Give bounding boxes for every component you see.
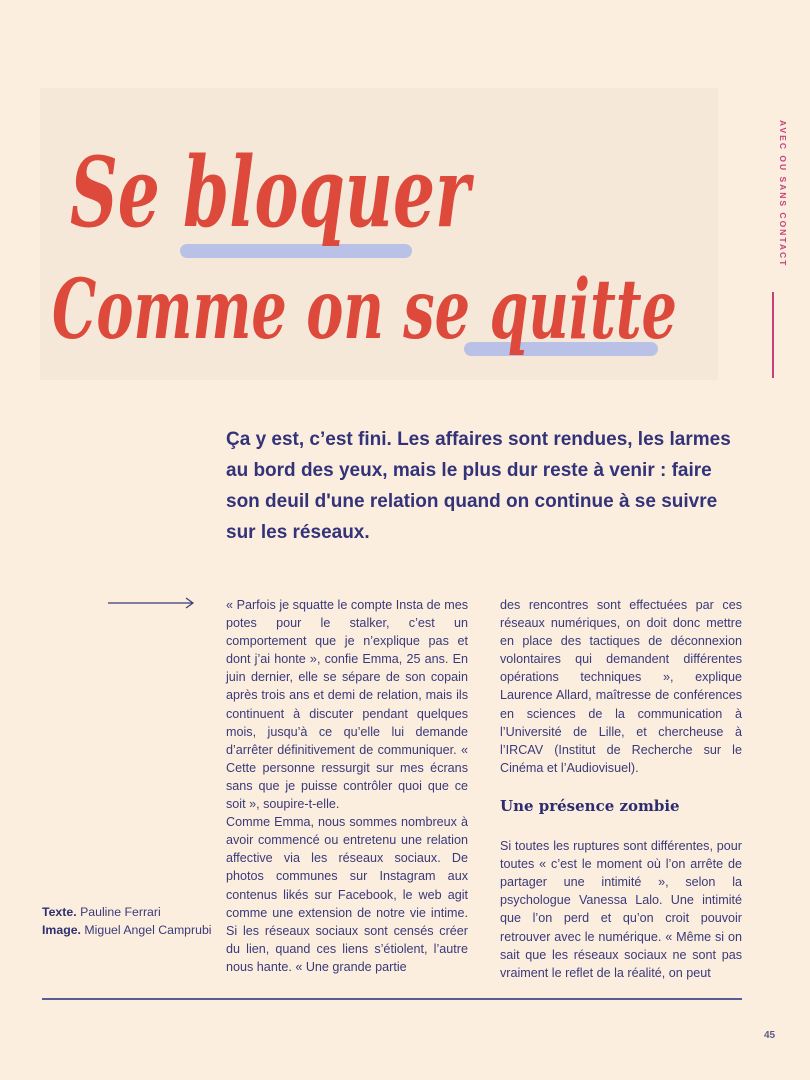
section-label: AVEC OU SANS CONTACT: [778, 120, 788, 268]
credit-text: Texte. Pauline Ferrari: [42, 905, 161, 919]
column1-paragraph-2: Comme Emma, nous sommes nombreux à avoir commencé ou entretenu une relation affective via les réseaux sociaux. De photos communes sur Instagram aux contenus likés sur Facebook, le web agit comme une extension de notre vie intime. Si les réseaux sociaux sont censés créer du lien, quand ces liens s’étiolent, l’autre nous hante. « Une grande partie: [226, 815, 468, 974]
page-number: 45: [764, 1030, 776, 1041]
credits: [42, 903, 212, 939]
lead-text: Ça y est, c’est fini. Les affaires sont rendues, les larmes au bord des yeux, mais le plus dur reste à venir : faire son deuil d'une relation quand on continue à se suivre sur les réseaux.: [226, 429, 731, 543]
article-column-2: [500, 596, 742, 982]
column2-paragraph-1: des rencontres sont effectuées par ces réseaux numériques, on doit donc mettre en place des tactiques de déconnexion volontaires qui demandent différentes opérations techniques », explique Laurence Allard, maîtresse de conférences en sciences de la communication à l’Université de Lille, et chercheuse à l’IRCAV (Institut de Recherche sur le Cinéma et l’Audiovisuel).: [500, 598, 742, 775]
title-illustration: [0, 0, 810, 400]
title-line-1: Se bloquer: [70, 136, 475, 249]
column1-paragraph-1: « Parfois je squatte le compte Insta de mes potes pour le stalker, c’est un comportement que je n’explique pas et dont j’ai honte », confie Emma, 25 ans. En juin dernier, elle se sépare de son copain après trois ans et demi de relation, mais ils continuent à discuter pendant quelques mois, jusqu’à ce qu’elle lui demande d’arrêter définitivement de communiquer. « Cette personne ressurgit sur mes écrans sans que je puisse contrôler quoi que ce soit », soupire-t-elle.: [226, 598, 468, 812]
section-marker-line: [772, 292, 774, 378]
arrow-right-icon: [108, 597, 196, 609]
title-line-2: Comme on se quitte: [52, 262, 677, 358]
article-column-1: [226, 596, 468, 976]
footer-rule: [42, 998, 742, 1000]
subheading: Une présence zombie: [500, 796, 680, 815]
credit-image: Image. Miguel Angel Camprubi: [42, 923, 212, 937]
lead-paragraph: [226, 424, 746, 548]
column2-paragraph-2: Si toutes les ruptures sont différentes, pour toutes « c’est le moment où l’on arrête de partager une intimité », selon la psychologue Vanessa Lalo. Une intimité que l’on perd et qu’on croit pouvoir retrouver avec le numérique. « Même si on sait que les réseaux sociaux ne sont pas vraiment le reflet de la réalité, on peut: [500, 839, 742, 980]
